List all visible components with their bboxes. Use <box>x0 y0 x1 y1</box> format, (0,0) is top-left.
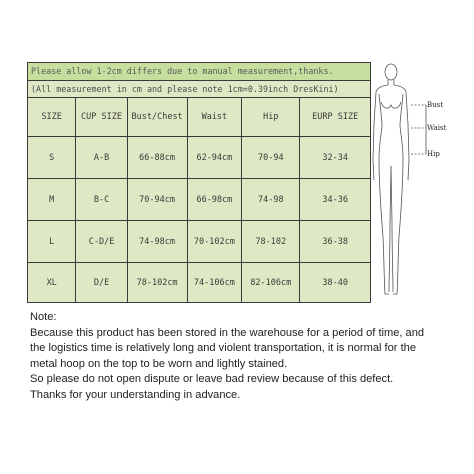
body-measurement-figure <box>371 62 455 303</box>
size-chart <box>27 62 371 303</box>
table-cell: L <box>28 221 76 263</box>
table-cell: C-D/E <box>76 221 127 263</box>
table-cell: A-B <box>76 137 127 179</box>
table-cell: 78-102cm <box>127 263 187 303</box>
product-note <box>30 310 462 404</box>
table-row <box>28 137 370 179</box>
column-header-bust: Bust/Chest <box>127 98 187 137</box>
table-cell: 70-94 <box>242 137 300 179</box>
note-heading: Note: <box>30 311 57 323</box>
note-line: Thanks for your understanding in advance. <box>30 388 241 401</box>
note-line: So please do not open dispute or leave bad review because of this defect. <box>30 373 394 386</box>
figure-label-bust: Bust <box>427 101 444 109</box>
table-cell: 38-40 <box>300 263 370 303</box>
table-cell: B-C <box>76 179 127 221</box>
table-cell: 32-34 <box>300 137 370 179</box>
column-header-cup-size: CUP SIZE <box>76 98 127 137</box>
column-header-eurp-size: EURP SIZE <box>300 98 370 137</box>
table-header-row <box>28 98 370 137</box>
table-cell: 34-36 <box>300 179 370 221</box>
table-cell: 62-94cm <box>187 137 242 179</box>
table-row <box>28 263 370 303</box>
table-cell: 74-106cm <box>187 263 242 303</box>
figure-label-hip: Hip <box>427 150 440 158</box>
note-line: Because this product has been stored in the warehouse for a period of time, and <box>30 326 425 339</box>
table-cell: 70-94cm <box>127 179 187 221</box>
table-cell: XL <box>28 263 76 303</box>
column-header-hip: Hip <box>242 98 300 137</box>
table-row <box>28 179 370 221</box>
column-header-size: SIZE <box>28 98 76 137</box>
note-line: the logistics time is relatively long and violent transportation, it is normal for the <box>30 342 416 355</box>
table-cell: 82-106cm <box>242 263 300 303</box>
table-cell: 66-98cm <box>187 179 242 221</box>
body-silhouette-icon <box>371 62 455 303</box>
table-row <box>28 221 370 263</box>
figure-label-waist: Waist <box>427 124 447 132</box>
table-cell: 66-88cm <box>127 137 187 179</box>
table-cell: 36-38 <box>300 221 370 263</box>
table-cell: 74-98cm <box>127 221 187 263</box>
table-cell: D/E <box>76 263 127 303</box>
table-cell: 70-102cm <box>187 221 242 263</box>
note-line: metal hoop on the top to be worn and lightly stained. <box>30 357 288 370</box>
table-cell: M <box>28 179 76 221</box>
table-cell: S <box>28 137 76 179</box>
size-table <box>28 98 370 303</box>
table-cell: 78-102 <box>242 221 300 263</box>
table-cell: 74-98 <box>242 179 300 221</box>
measurement-notice: Please allow 1-2cm differs due to manual measurement,thanks. <box>28 63 370 81</box>
unit-notice: (All measurement in cm and please note 1cm=0.39inch DresKini) <box>28 81 370 98</box>
column-header-waist: Waist <box>187 98 242 137</box>
